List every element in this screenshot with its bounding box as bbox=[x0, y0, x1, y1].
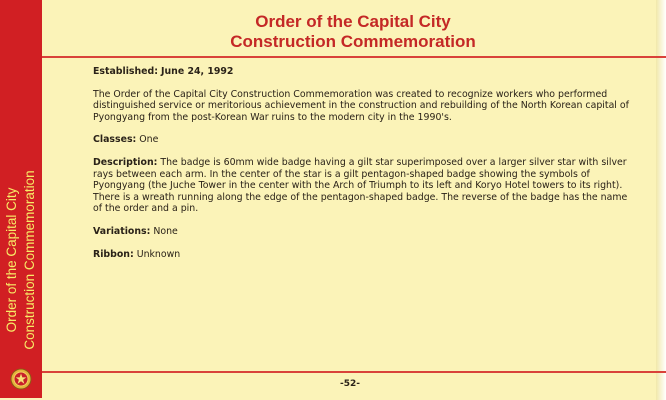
spine-title-line1: Order of the Capital City bbox=[4, 187, 19, 333]
description-value: The badge is 60mm wide badge having a gilt star superimposed over a larger silver star with silver rays between each arm. In the center of the star is a gilt pentagon-shaped badge showing the symbols of Pyongyang (the Juche Tower in the center with the Arch of Triumph to its left and Koryo Hotel towers to its right). There is a wreath running along the edge of the pentagon-shaped badge. The reverse of the badge has the name of the order and a pin. bbox=[93, 156, 628, 215]
national-emblem-icon bbox=[10, 368, 32, 390]
page-title bbox=[60, 12, 646, 52]
page-edge bbox=[656, 0, 666, 400]
spine-title-line2: Construction Commemoration bbox=[22, 170, 37, 350]
classes-label: Classes: bbox=[93, 134, 137, 146]
body-content bbox=[93, 66, 633, 271]
variations-value: None bbox=[153, 225, 178, 237]
classes-row bbox=[93, 134, 633, 146]
variations-label: Variations: bbox=[93, 225, 151, 237]
footer-rule bbox=[42, 371, 666, 373]
page-number: -52- bbox=[340, 379, 360, 389]
header-rule bbox=[42, 56, 666, 58]
ribbon-label: Ribbon: bbox=[93, 248, 134, 260]
established-label: Established: bbox=[93, 66, 159, 77]
established-value: June 24, 1992 bbox=[161, 66, 234, 77]
intro-paragraph: The Order of the Capital City Construction Commemoration was created to recognize workers who performed distinguished service or meritorious achievement in the construction and rebuilding of the North Korean capital of Pyongyang from the post-Korean War ruins to the modern city in the 1990's. bbox=[93, 88, 629, 123]
ribbon-value: Unknown bbox=[136, 248, 181, 260]
spine-title bbox=[3, 120, 39, 400]
page-title-line2: Construction Commemoration bbox=[230, 32, 476, 51]
spine-bar bbox=[0, 0, 42, 398]
page-title-line1: Order of the Capital City bbox=[255, 12, 451, 31]
established-row bbox=[93, 66, 633, 78]
variations-row bbox=[93, 226, 633, 238]
classes-value: One bbox=[139, 134, 159, 146]
description-label: Description: bbox=[93, 156, 158, 168]
ribbon-row bbox=[93, 249, 633, 261]
description-row bbox=[93, 157, 633, 215]
